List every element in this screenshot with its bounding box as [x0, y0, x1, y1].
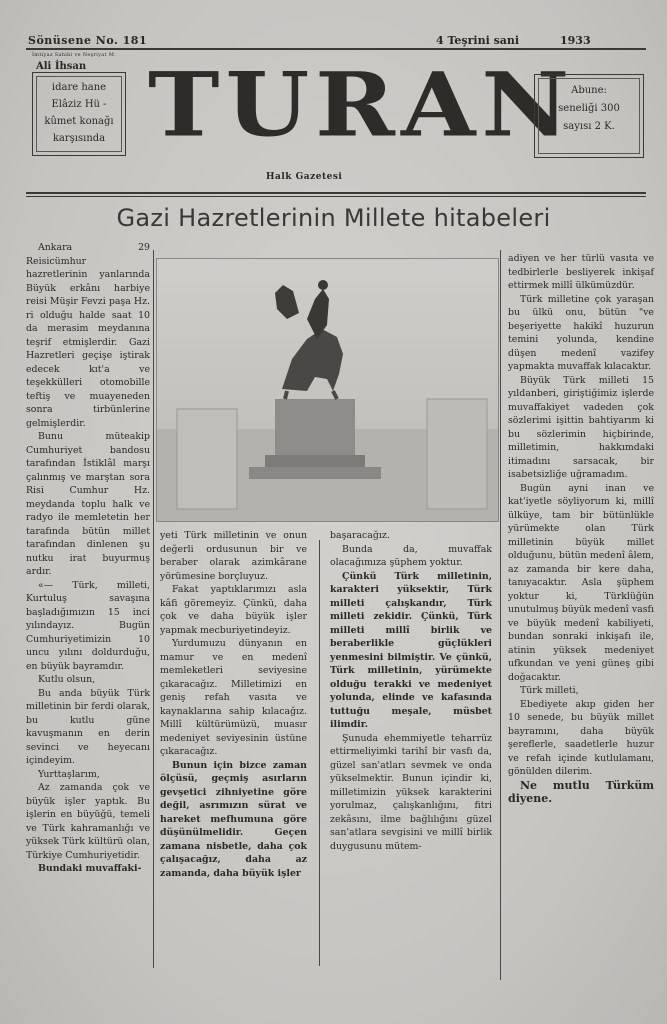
subscription-line: sayısı 2 K. [563, 121, 615, 132]
headline: Gazi Hazretlerinin Millete hitabeleri [116, 204, 551, 232]
issue-date: 4 Teşrini sani [436, 34, 520, 47]
subscription-line: seneliği 300 [558, 103, 620, 114]
paragraph: Çünkü Türk milletinin, karakteri yüksektir, Türk milleti çalışkandır, Türk milleti zekidir. Çünkü, Türk milleti millî birlik ve beraberlikle güçlükleri yenmesini bilmiştir. Ve çünkü, Türk milletinin, yürümekte olduğu terakki ve medeniyet yolunda, elinde ve kafasında tuttuğu meşale, müsbet ilimdir. [330, 570, 492, 730]
address-line: idare hane [51, 82, 107, 93]
statue-illustration [157, 259, 498, 521]
paragraph: Bunun için bizce zaman ölçüsü, geçmiş asırların gevşetici zihniyetine göre değil, asrımızın sürat ve hareket mefhumuna göre düşünülmelidir. Geçen zamana nisbetle, daha çok çalışacağız, daha az zamanda, daha büyük işler [160, 759, 307, 879]
article-column-3 [330, 529, 492, 853]
paragraph: Türk milletine çok yaraşan bu ülkü onu, bütün "ve beşeriyette hakikî huzurun temini yolunda, kendine düşen medenî vazifey yapmakta muvaffak kılacaktır. [508, 293, 654, 372]
masthead-title: TURAN [148, 52, 576, 157]
closing-line: Ne mutlu Türküm diyene. [508, 778, 654, 805]
masthead-subtitle: Halk Gazetesi [266, 172, 343, 182]
header-rule [26, 192, 646, 194]
column-divider [153, 250, 154, 968]
paragraph: «— Türk, milleti, Kurtuluş savaşına başladığımızın 15 inci yılındayız. Bugün Cumhuriyetimizin 10 uncu yılını doldurduğu, en büyük bayramdır. [26, 579, 150, 672]
subscription-line: Abune: [571, 85, 607, 96]
top-rule [26, 48, 646, 50]
paragraph: Az zamanda çok ve büyük işler yaptık. Bu işlerin en büyüğü, temeli ve Türk kahramanlığı ve yüksek Türk kültürü olan, Türkiye Cumhuriyetidir. [26, 782, 150, 861]
statue-photo [156, 258, 499, 522]
paragraph: Bunu müteakip Cumhuriyet bandosu tarafından İstiklâl marşı çalınmış ve marştan sora Risi Cumhur Hz. meydanda toplu halk ve radyo ile memletetin her tarafında bütün millet tarafından dinlenen şu nutku irat buyurmuş ardır. [26, 431, 150, 577]
paragraph: başaracağız. [330, 530, 390, 541]
owner-caption: İmtiyaz Sahibi ve Neşriyat M. [32, 52, 117, 58]
paragraph: Bunda da, muvaffak olacağımıza şüphem yoktur. [330, 543, 492, 568]
paragraph: Ankara 29 Reisicümhur hazretlerinin yanlarında Büyük erkânı harbiye reisi Müşir Fevzi paşa Hz. ri olduğu halde saat 10 da merasim meydanına teşrif etmişlerdir. Gazi Hazretleri geçişe iştirak edecek kıt'a ve teşekkülleri otomobille teftiş ve muayeneden sonra tirbünlerine gelmişlerdir. [26, 242, 150, 429]
address-box [32, 72, 126, 156]
paragraph: Yurdumuzu dünyanın en mamur ve en medenî memleketleri seviyesine çıkaracağız. Milletimizi en geniş refah vasıta ve kaynaklarına sahip kılacağız. Millî kültürümüzü, muasır medeniyet seviyesinin üstüne çıkaracağız. [160, 638, 307, 757]
article-column-1 [26, 241, 150, 876]
column-divider [500, 250, 501, 980]
paragraph: Fakat yaptıklarımızı asla kâfi göremeyiz. Çünkü, daha çok ve daha büyük işler yapmak mecburiyetindeyiz. [160, 584, 307, 636]
issue-number: Sönüsene No. 181 [28, 34, 148, 47]
paragraph: yeti Türk milletinin ve onun değerli ordusunun bir ve beraber olarak azimkârane yörümesine borçluyuz. [160, 530, 307, 582]
paragraph: adiyen ve her türlü vasıta ve tedbirlerle besliyerek inkişaf ettirmek millî ülkümüzdür. [508, 253, 654, 291]
paragraph: Bugün ayni inan ve kat'iyetle söyliyorum ki, millî ülküye, tam bir bütünlükle yürümekte olan Türk milletinin büyük millet olduğunu, bütün medenî âlem, az zamanda bir kere daha, tanıyacaktır. Asla şüphem yoktur ki, Türklüğün unutulmuş büyük medenî vasfı ve büyük medenî kabiliyeti, bundan sonraki inkişafı ile, atinin yüksek medeniyet ufkundan ve yeni güneş gibi doğacaktır. [508, 482, 654, 683]
paragraph: Ebediyete akıp giden her 10 senede, bu büyük millet bayramını, daha büyük şereflerle, saadetlerle huzur ve refah içinde kutlulamanı, gönülden dilerim. [508, 698, 654, 777]
owner-name: Ali İhsan [36, 61, 87, 72]
address-line: Elâziz Hü - [51, 99, 107, 110]
address-line: karşısında [52, 133, 106, 144]
paragraph: Büyük Türk milleti 15 yıldanberi, giriştiğimiz işlerde muvaffakiyet vadeden çok sözlerimi işittin bahtiyarım ki bu sözlerimin hiçbirinde, milletimin, hakkımdaki itimadını sarsacak, bir isabetsizliğe uğramadım. [508, 374, 654, 480]
header-rule-thin [26, 196, 646, 197]
address-line: kûmet konağı [44, 116, 114, 127]
paragraph: Bundaki muvaffaki- [38, 863, 142, 874]
paragraph: Kutlu olsun, [38, 674, 96, 685]
paragraph: Şunuda ehemmiyetle teharrüz ettirmeliyimki tarihî bir vasfı da, güzel san'atları sevmek ve onda yükselmektir. Bunun içindir ki, milletimizin yüksek karakterini yorulmaz, çalışkanlığını, fitri zekâsını, ilme bağlılığını güzel san'atlara sevgisini ve millî birlik duygusunu mütem- [330, 732, 492, 852]
article-column-2 [160, 529, 307, 880]
article-column-4 [508, 252, 654, 806]
paragraph: Bu anda büyük Türk milletinin bir ferdi olarak, bu kutlu güne kavuşmanın en derin sevinci ve heyecanı içindeyim. [26, 687, 150, 766]
column-divider [319, 540, 320, 966]
paragraph: Yurttaşlarım, [38, 768, 100, 780]
subscription-box [534, 74, 644, 158]
paragraph: Türk milleti, [520, 685, 579, 696]
issue-year: 1933 [560, 34, 591, 47]
